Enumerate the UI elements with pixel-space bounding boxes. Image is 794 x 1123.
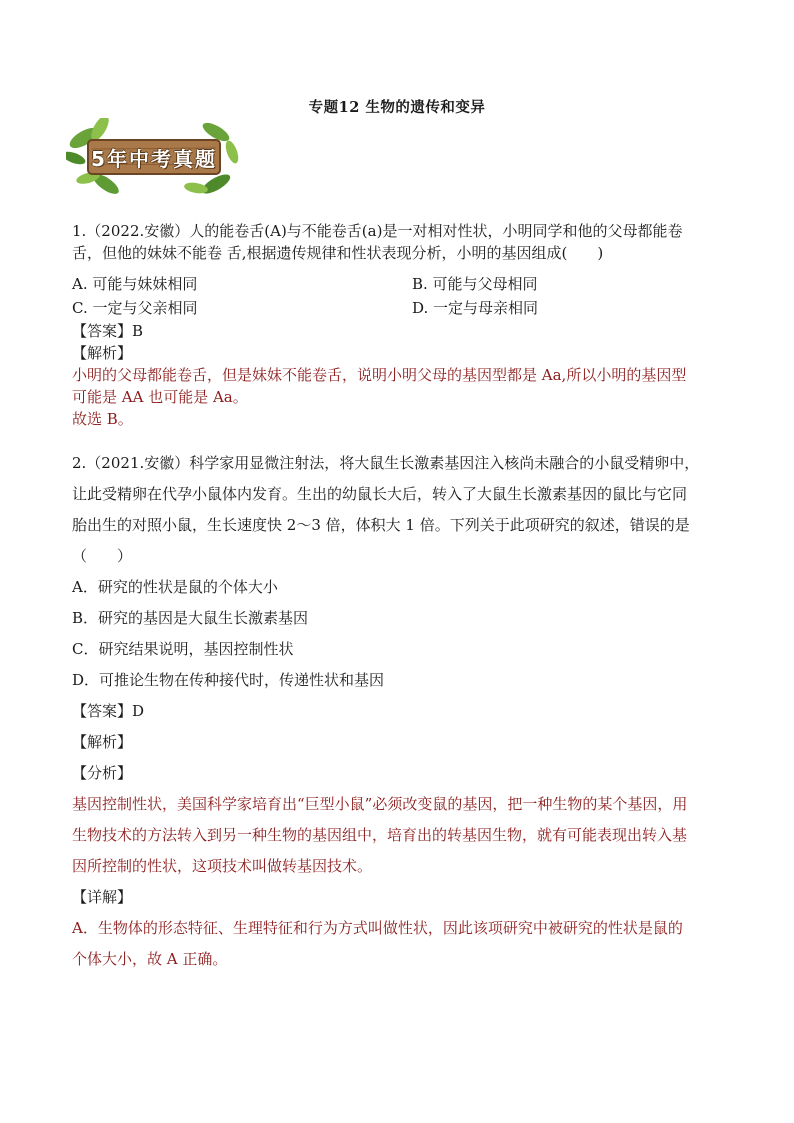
q1-answer: 【答案】B bbox=[72, 322, 144, 340]
q2-analysis-line-1: 基因控制性状，美国科学家培育出“巨型小鼠”必须改变鼠的基因，把一种生物的某个基因，用 bbox=[72, 795, 688, 813]
q2-analysis-line-3: 因所控制的性状，这项技术叫做转基因技术。 bbox=[72, 857, 373, 875]
q1-stem-line-2: 舌，但他的妹妹不能卷 舌,根据遗传规律和性状表现分析，小明的基因组成( ) bbox=[72, 244, 604, 262]
q1-options-row-2 bbox=[72, 296, 722, 320]
q2-stem-line-2: 让此受精卵在代孕小鼠体内发育。生出的幼鼠长大后，转入了大鼠生长激素基因的鼠比与它同 bbox=[72, 485, 688, 503]
q2-detail-line-1: A．生物体的形态特征、生理特征和行为方式叫做性状，因此该项研究中被研究的性状是鼠的 bbox=[72, 919, 683, 937]
q2-detail-line-2: 个体大小，故 A 正确。 bbox=[72, 950, 228, 968]
q1-option-b: B. 可能与父母相同 bbox=[412, 275, 538, 293]
q2-analysis-label: 【解析】 bbox=[72, 733, 133, 751]
q2-stem-line-4: （ ） bbox=[72, 547, 133, 565]
page-title: 专题12 生物的遗传和变异 bbox=[308, 99, 486, 116]
document-body bbox=[72, 220, 722, 972]
q2-answer: 【答案】D bbox=[72, 702, 145, 720]
question-1 bbox=[72, 220, 722, 430]
q1-analysis-line-2: 可能是 AA 也可能是 Aa。 bbox=[72, 388, 248, 406]
q2-detail-label: 【详解】 bbox=[72, 888, 133, 906]
section-banner bbox=[66, 118, 242, 196]
q2-stem-line-1: 2.（2021.安徽）科学家用显微注射法，将大鼠生长激素基因注入核尚未融合的小鼠受精卵中， bbox=[72, 454, 700, 472]
q1-option-c: C. 一定与父亲相同 bbox=[72, 299, 198, 317]
q1-conclusion: 故选 B。 bbox=[72, 410, 133, 428]
q1-stem-line-1: 1.（2022.安徽）人的能卷舌(A)与不能卷舌(a)是一对相对性状，小明同学和他的父母都能卷 bbox=[72, 222, 683, 240]
q2-option-a: A．研究的性状是鼠的个体大小 bbox=[72, 578, 278, 596]
q2-option-d: D．可推论生物在传种接代时，传递性状和基因 bbox=[72, 671, 385, 689]
q2-analysis-line-2: 生物技术的方法转入到另一种生物的基因组中，培育出的转基因生物，就有可能表现出转入基 bbox=[72, 826, 688, 844]
q1-analysis-line-1: 小明的父母都能卷舌，但是妹妹不能卷舌，说明小明父母的基因型都是 Aa,所以小明的基因型 bbox=[72, 366, 687, 384]
question-2 bbox=[72, 451, 722, 972]
q2-option-b: B．研究的基因是大鼠生长激素基因 bbox=[72, 609, 309, 627]
banner-label: 5年中考真题 bbox=[91, 146, 217, 171]
q2-stem-line-3: 胎出生的对照小鼠，生长速度快 2～3 倍，体积大 1 倍。下列关于此项研究的叙述，错误的是 bbox=[72, 516, 690, 534]
q2-analysis-sub-label: 【分析】 bbox=[72, 764, 133, 782]
q1-options-row-1 bbox=[72, 272, 722, 296]
q2-option-c: C．研究结果说明，基因控制性状 bbox=[72, 640, 294, 658]
q1-analysis-label: 【解析】 bbox=[72, 344, 133, 362]
q1-option-a: A. 可能与妹妹相同 bbox=[72, 275, 198, 293]
q1-option-d: D. 一定与母亲相同 bbox=[412, 299, 539, 317]
